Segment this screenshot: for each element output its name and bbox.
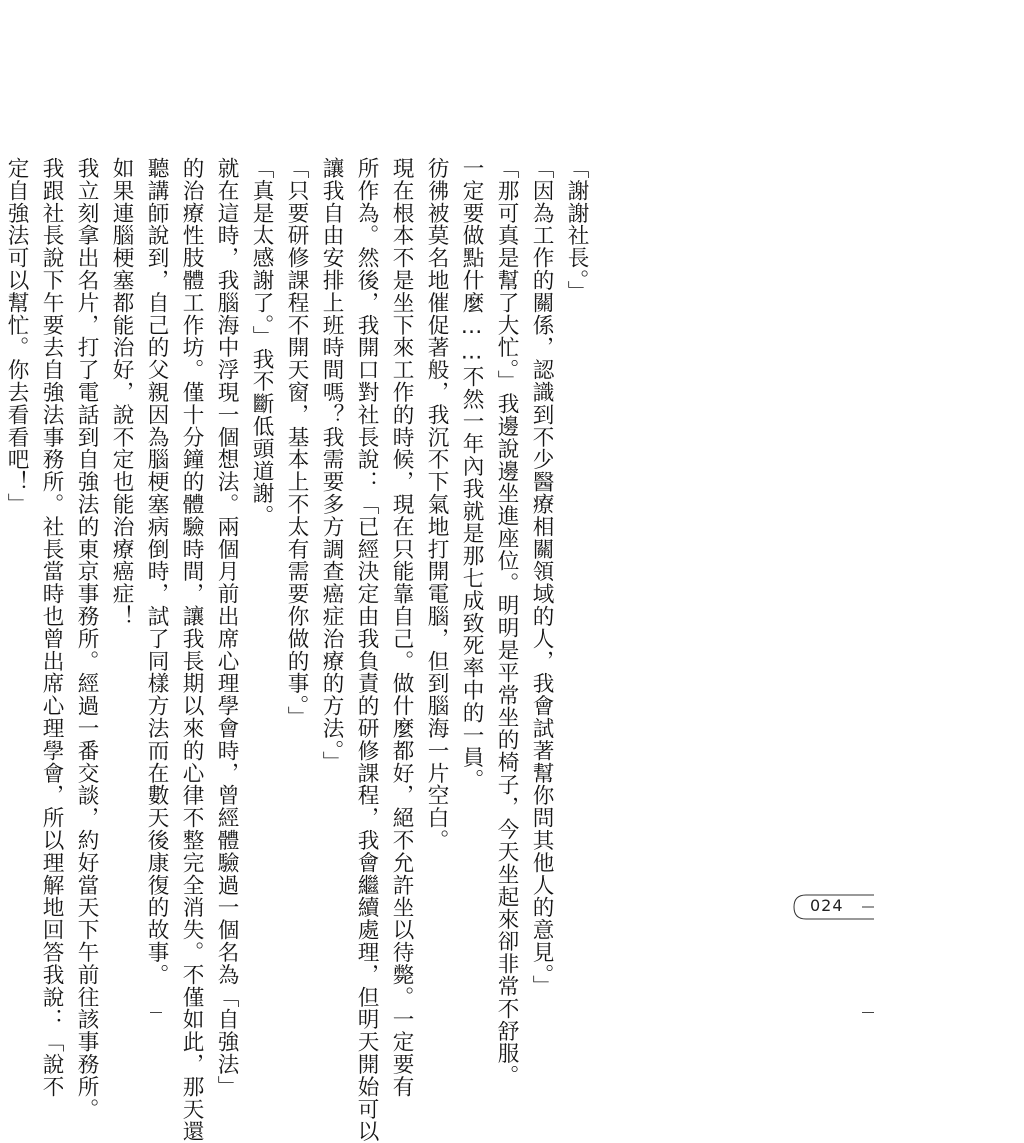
text-column: 所作為。然後，我開口對社長說：「已經決定由我負責的研修課程，我會繼續處理，但明天開始可以 — [354, 157, 379, 1143]
text-column: 我立刻拿出名片，打了電話到自強法的東京事務所。經過一番交談，約好當天下午前往該事務所。 — [74, 157, 99, 1121]
text-column: 的治療性肢體工作坊。僅十分鐘的體驗時間，讓我長期以來的心律不整完全消失。不僅如此，那天還 — [179, 157, 204, 1143]
text-column: 現在根本不是坐下來工作的時候，現在只能靠自己。做什麼都好，絕不允許坐以待斃。一定要有 — [389, 157, 414, 1098]
text-column: 如果連腦梗塞都能治好，說不定也能治療癌症！ — [109, 157, 134, 628]
text-column: 聽講師說到，自己的父親因為腦梗塞病倒時，試了同樣方法而在數天後康復的故事。 — [144, 157, 169, 986]
text-column: 「那可真是幫了大忙。」我邊說邊坐進座位。明明是平常坐的椅子，今天坐起來卻非常不舒服。 — [494, 157, 519, 1087]
text-column: 彷彿被莫名地催促著般，我沉不下氣地打開電腦，但到腦海一片空白。 — [424, 157, 449, 852]
crop-mark — [862, 1012, 874, 1013]
body-text — [4, 157, 594, 1143]
text-column: 「真是太感謝了。」我不斷低頭道謝。 — [249, 157, 274, 527]
text-column: 一定要做點什麼……不然一年內我就是那七成致死率中的一員。 — [459, 157, 484, 791]
text-column: 「只要研修課程不開天窗，基本上不太有需要你做的事。」 — [284, 157, 309, 729]
text-column: 讓我自由安排上班時間嗎？我需要多方調查癌症治療的方法。」 — [319, 157, 344, 774]
text-column: 「謝謝社長。」 — [564, 157, 589, 303]
crop-mark — [150, 1012, 162, 1013]
page-number-badge — [792, 894, 874, 920]
text-column: 就在這時，我腦海中浮現一個想法。兩個月前出席心理學會時，曾經體驗過一個名為「自強法」 — [214, 157, 239, 1098]
text-column: 定自強法可以幫忙。你去看看吧！」 — [4, 157, 29, 516]
text-column: 「因為工作的關係，認識到不少醫療相關領域的人，我會試著幫你問其他人的意見。」 — [529, 157, 554, 998]
page-number: 024 — [810, 896, 844, 915]
text-column: 我跟社長說下午要去自強法事務所。社長當時也曾出席心理學會，所以理解地回答我說：「說不 — [39, 157, 64, 1098]
